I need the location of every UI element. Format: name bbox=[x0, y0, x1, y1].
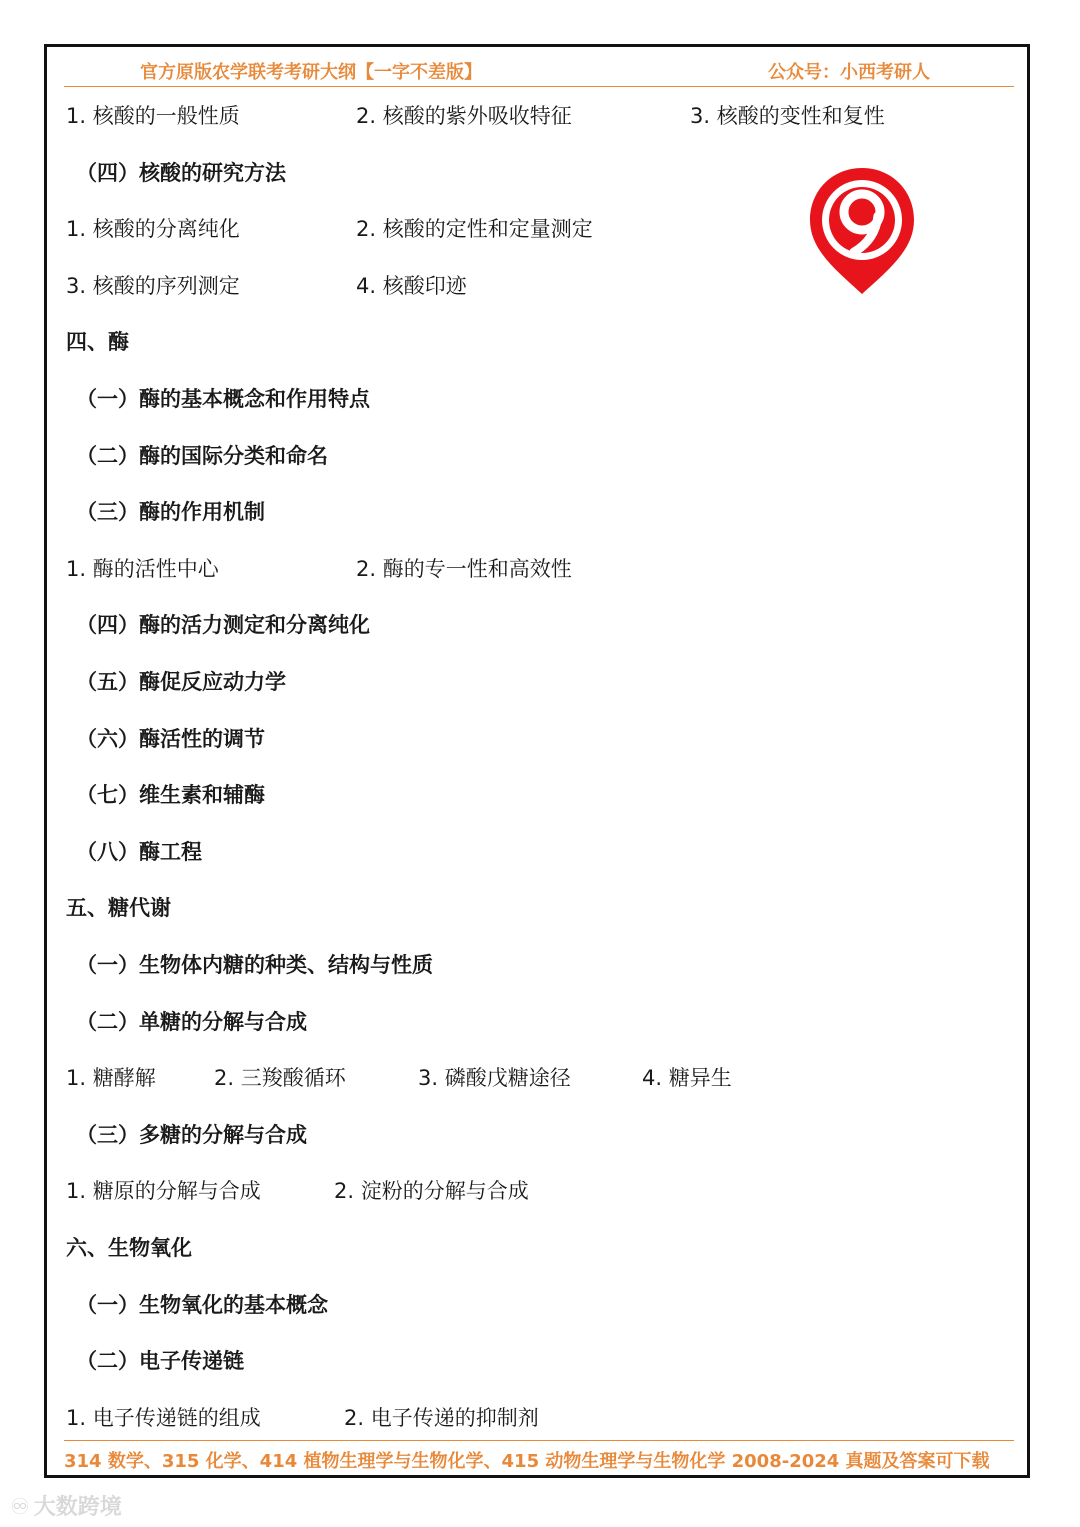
outline-item: 1. 糖酵解 bbox=[66, 1066, 156, 1091]
outline-item: 3. 核酸的序列测定 bbox=[66, 273, 240, 298]
subsection-heading: （三）多糖的分解与合成 bbox=[76, 1122, 307, 1147]
subsection-heading: （二）酶的国际分类和命名 bbox=[76, 443, 328, 468]
outline-item: 1. 核酸的分离纯化 bbox=[66, 217, 240, 242]
outline-item: 2. 三羧酸循环 bbox=[214, 1066, 346, 1091]
section-heading: 六、生物氧化 bbox=[66, 1236, 192, 1260]
subsection-heading: （二）电子传递链 bbox=[76, 1349, 244, 1374]
subsection-heading: （五）酶促反应动力学 bbox=[76, 670, 286, 694]
section-heading: 五、糖代谢 bbox=[66, 896, 171, 921]
subsection-heading: （七）维生素和辅酶 bbox=[76, 783, 265, 808]
outline-item: 2. 核酸的定性和定量测定 bbox=[356, 217, 593, 242]
subsection-heading: （一）酶的基本概念和作用特点 bbox=[76, 387, 370, 411]
outline-item: 3. 核酸的变性和复性 bbox=[690, 104, 885, 128]
subsection-heading: （六）酶活性的调节 bbox=[76, 726, 265, 751]
subsection-heading: （一）生物氧化的基本概念 bbox=[76, 1292, 328, 1317]
header-account: 公众号：小西考研人 bbox=[768, 62, 930, 83]
outline-item: 2. 核酸的紫外吸收特征 bbox=[356, 104, 572, 128]
outline-item: 4. 核酸印迹 bbox=[356, 273, 467, 298]
section-heading: 四、酶 bbox=[66, 330, 129, 355]
outline-item: 3. 磷酸戊糖途径 bbox=[418, 1066, 571, 1091]
subsection-heading: （三）酶的作用机制 bbox=[76, 500, 265, 525]
watermark-logo-icon: ♾ bbox=[10, 1495, 30, 1520]
outline-item: 2. 淀粉的分解与合成 bbox=[334, 1179, 529, 1204]
watermark bbox=[10, 1490, 122, 1521]
subsection-heading: （四）核酸的研究方法 bbox=[76, 160, 286, 185]
page-header bbox=[64, 56, 1014, 87]
page-footer: 314 数学、315 化学、414 植物生理学与生物化学、415 动物生理学与生物化学 2008-2024 真题及答案可下载 bbox=[64, 1440, 1014, 1473]
subsection-heading: （二）单糖的分解与合成 bbox=[76, 1009, 307, 1034]
outline-item: 4. 糖异生 bbox=[642, 1066, 732, 1091]
outline-item: 1. 核酸的一般性质 bbox=[66, 104, 240, 128]
outline-item: 1. 酶的活性中心 bbox=[66, 556, 219, 581]
outline-item: 2. 酶的专一性和高效性 bbox=[356, 556, 572, 581]
outline-item: 2. 电子传递的抑制剂 bbox=[344, 1405, 539, 1430]
location-pin-logo-icon bbox=[806, 164, 918, 298]
watermark-text: 大数跨境 bbox=[33, 1495, 122, 1520]
outline-item: 1. 电子传递链的组成 bbox=[66, 1405, 261, 1430]
subsection-heading: （八）酶工程 bbox=[76, 839, 202, 864]
outline-item: 1. 糖原的分解与合成 bbox=[66, 1179, 261, 1204]
subsection-heading: （四）酶的活力测定和分离纯化 bbox=[76, 613, 370, 638]
header-title: 官方原版农学联考考研大纲【一字不差版】 bbox=[140, 62, 482, 83]
subsection-heading: （一）生物体内糖的种类、结构与性质 bbox=[76, 953, 433, 977]
